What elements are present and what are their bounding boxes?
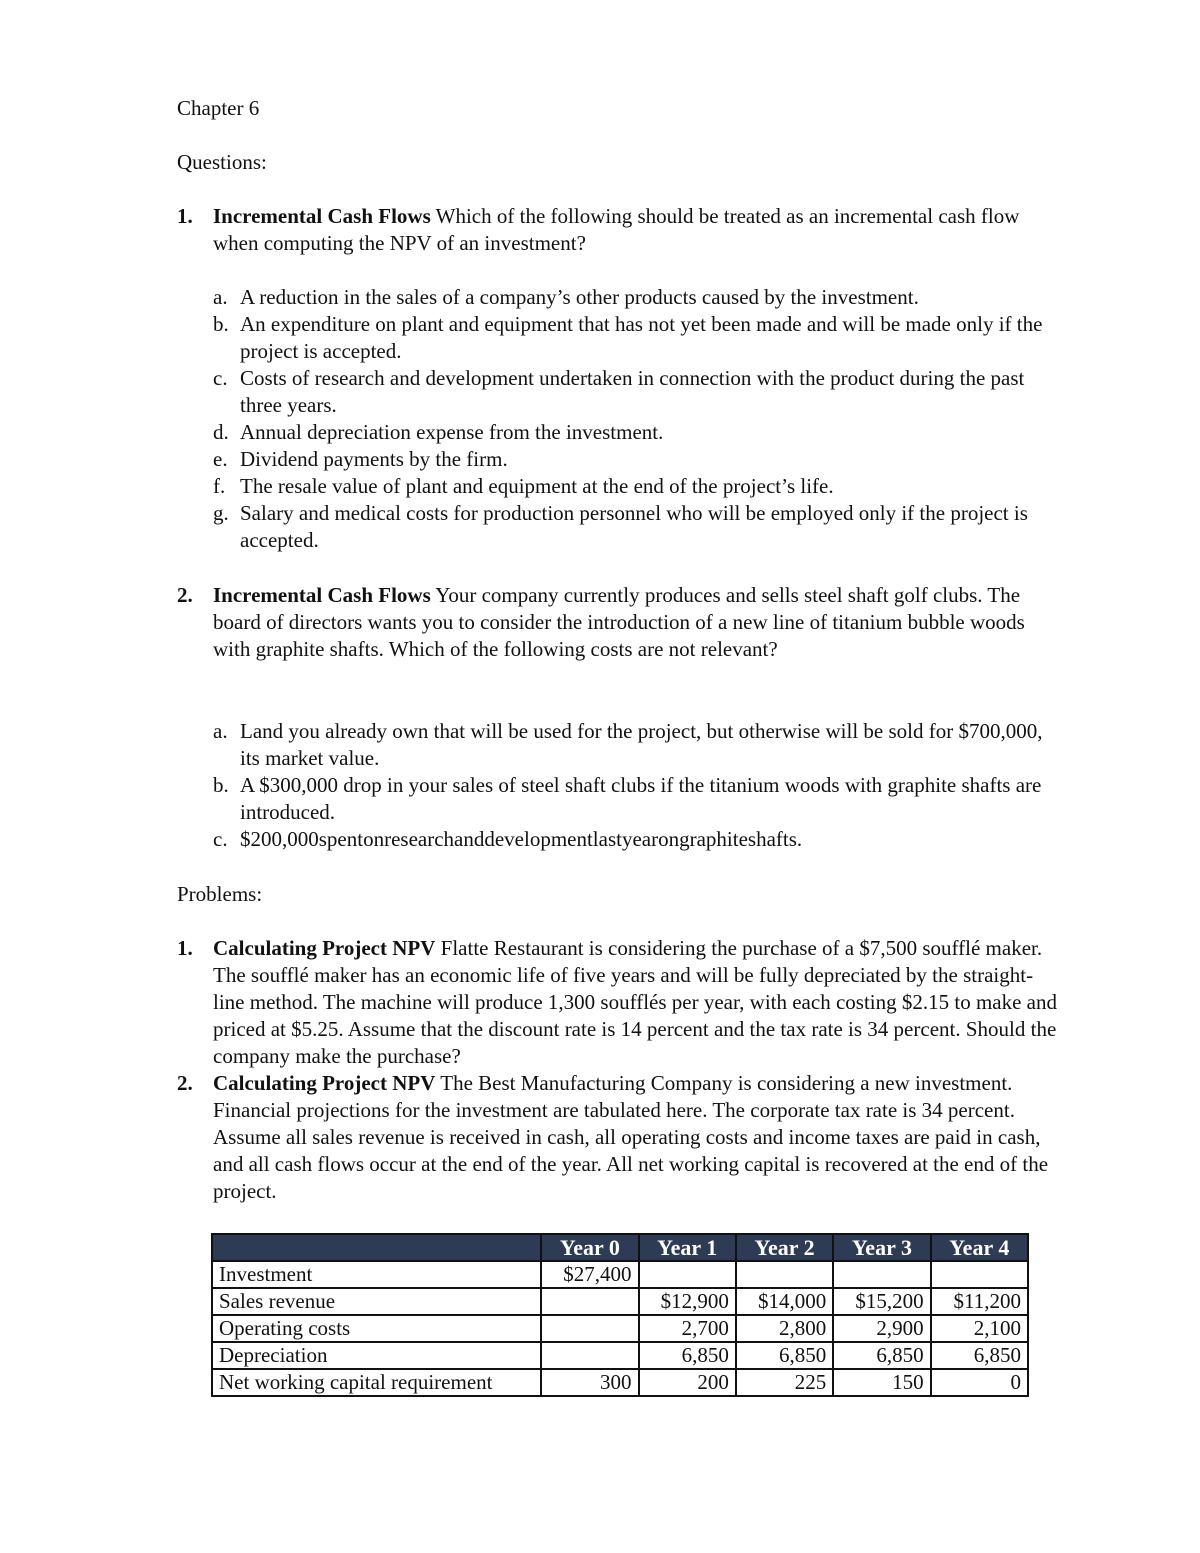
item-letter: a. — [213, 285, 228, 309]
item-letter: b. — [213, 312, 229, 336]
table-cell: 6,850 — [931, 1342, 1028, 1369]
item-text: Land you already own that will be used for the project, but otherwise will be sold for $700,000, its market value. — [240, 719, 1043, 770]
item-text: A reduction in the sales of a company’s other products caused by the investment. — [240, 285, 919, 309]
table-row — [212, 1369, 1028, 1396]
table-header-row — [212, 1234, 1028, 1261]
table-cell: 2,900 — [833, 1315, 930, 1342]
table-cell: 225 — [736, 1369, 833, 1396]
item-text: Salary and medical costs for production personnel who will be employed only if the project is accepted. — [240, 501, 1028, 552]
problem-title: Calculating Project NPV — [213, 1071, 436, 1095]
table-row — [212, 1261, 1028, 1288]
table-cell: $15,200 — [833, 1288, 930, 1315]
item-letter: g. — [213, 501, 229, 525]
column-header: Year 0 — [541, 1234, 638, 1261]
row-label: Depreciation — [212, 1342, 541, 1369]
problem-body — [213, 935, 1063, 1070]
table-cell: 0 — [931, 1369, 1028, 1396]
item-text: The resale value of plant and equipment at the end of the project’s life. — [240, 474, 834, 498]
row-label: Sales revenue — [212, 1288, 541, 1315]
table-cell — [833, 1261, 930, 1288]
question-number: 2. — [177, 583, 193, 607]
item-letter: c. — [213, 827, 228, 851]
chapter-title: Chapter 6 — [177, 96, 260, 120]
row-label: Net working capital requirement — [212, 1369, 541, 1396]
row-label: Operating costs — [212, 1315, 541, 1342]
column-header: Year 2 — [736, 1234, 833, 1261]
table-cell: $12,900 — [639, 1288, 736, 1315]
table-cell — [541, 1342, 638, 1369]
item-letter: c. — [213, 366, 228, 390]
table-cell — [541, 1288, 638, 1315]
column-header: Year 4 — [931, 1234, 1028, 1261]
table-row — [212, 1342, 1028, 1369]
table-cell — [639, 1261, 736, 1288]
table-cell: 300 — [541, 1369, 638, 1396]
table-cell: $27,400 — [541, 1261, 638, 1288]
question-body — [213, 582, 1063, 663]
question-number: 1. — [177, 204, 193, 228]
table-cell: 2,800 — [736, 1315, 833, 1342]
question-body — [213, 203, 1063, 257]
item-letter: e. — [213, 447, 228, 471]
column-header — [212, 1234, 541, 1261]
problem-body — [213, 1070, 1063, 1205]
problem-text: The Best Manufacturing Company is considering a new investment. Financial projections for the investment are tabulated here. The corporate tax rate is 34 percent. Assume all sales revenue is received in cash, all operating costs and income taxes are paid in cash, and all cash flows occur at the end of the year. All net working capital is recovered at the end of the project. — [213, 1071, 1049, 1203]
problem-number: 1. — [177, 936, 193, 960]
item-text: Dividend payments by the firm. — [240, 447, 508, 471]
question-title: Incremental Cash Flows — [213, 204, 431, 228]
table-cell: 150 — [833, 1369, 930, 1396]
problem-text: Flatte Restaurant is considering the purchase of a $7,500 soufflé maker. The soufflé maker has an economic life of five years and will be fully depreciated by the straight-line method. The machine will produce 1,300 soufflés per year, with each costing $2.15 to make and priced at $5.25. Assume that the discount rate is 14 percent and the tax rate is 34 percent. Should the company make the purchase? — [213, 936, 1057, 1068]
row-label: Investment — [212, 1261, 541, 1288]
question-text: Which of the following should be treated as an incremental cash flow when computing the NPV of an investment? — [213, 204, 1020, 255]
table-cell: 200 — [639, 1369, 736, 1396]
table-cell: 2,700 — [639, 1315, 736, 1342]
question-text: Your company currently produces and sells steel shaft golf clubs. The board of directors wants you to consider the introduction of a new line of titanium bubble woods with graphite shafts. Which of the following costs are not relevant? — [213, 583, 1025, 661]
column-header: Year 1 — [639, 1234, 736, 1261]
financial-projections-table — [211, 1233, 1029, 1397]
table-cell: 6,850 — [736, 1342, 833, 1369]
question-title: Incremental Cash Flows — [213, 583, 431, 607]
table-cell — [931, 1261, 1028, 1288]
item-letter: b. — [213, 773, 229, 797]
table-cell: 6,850 — [833, 1342, 930, 1369]
questions-heading: Questions: — [177, 150, 267, 174]
table-cell — [736, 1261, 833, 1288]
item-letter: a. — [213, 719, 228, 743]
table-cell — [541, 1315, 638, 1342]
item-text: An expenditure on plant and equipment that has not yet been made and will be made only if the project is accepted. — [240, 312, 1043, 363]
table-row — [212, 1315, 1028, 1342]
problem-title: Calculating Project NPV — [213, 936, 436, 960]
column-header: Year 3 — [833, 1234, 930, 1261]
table-cell: 6,850 — [639, 1342, 736, 1369]
problems-heading: Problems: — [177, 882, 263, 906]
table-cell: 2,100 — [931, 1315, 1028, 1342]
item-text: Costs of research and development undertaken in connection with the product during the past three years. — [240, 366, 1025, 417]
item-text: A $300,000 drop in your sales of steel shaft clubs if the titanium woods with graphite shafts are introduced. — [240, 773, 1042, 824]
item-letter: f. — [213, 474, 226, 498]
item-letter: d. — [213, 420, 229, 444]
problem-number: 2. — [177, 1071, 193, 1095]
table-cell: $11,200 — [931, 1288, 1028, 1315]
item-text: $200,000spentonresearchanddevelopmentlastyearongraphiteshafts. — [240, 827, 803, 851]
table-cell: $14,000 — [736, 1288, 833, 1315]
table-row — [212, 1288, 1028, 1315]
item-text: Annual depreciation expense from the investment. — [240, 420, 664, 444]
